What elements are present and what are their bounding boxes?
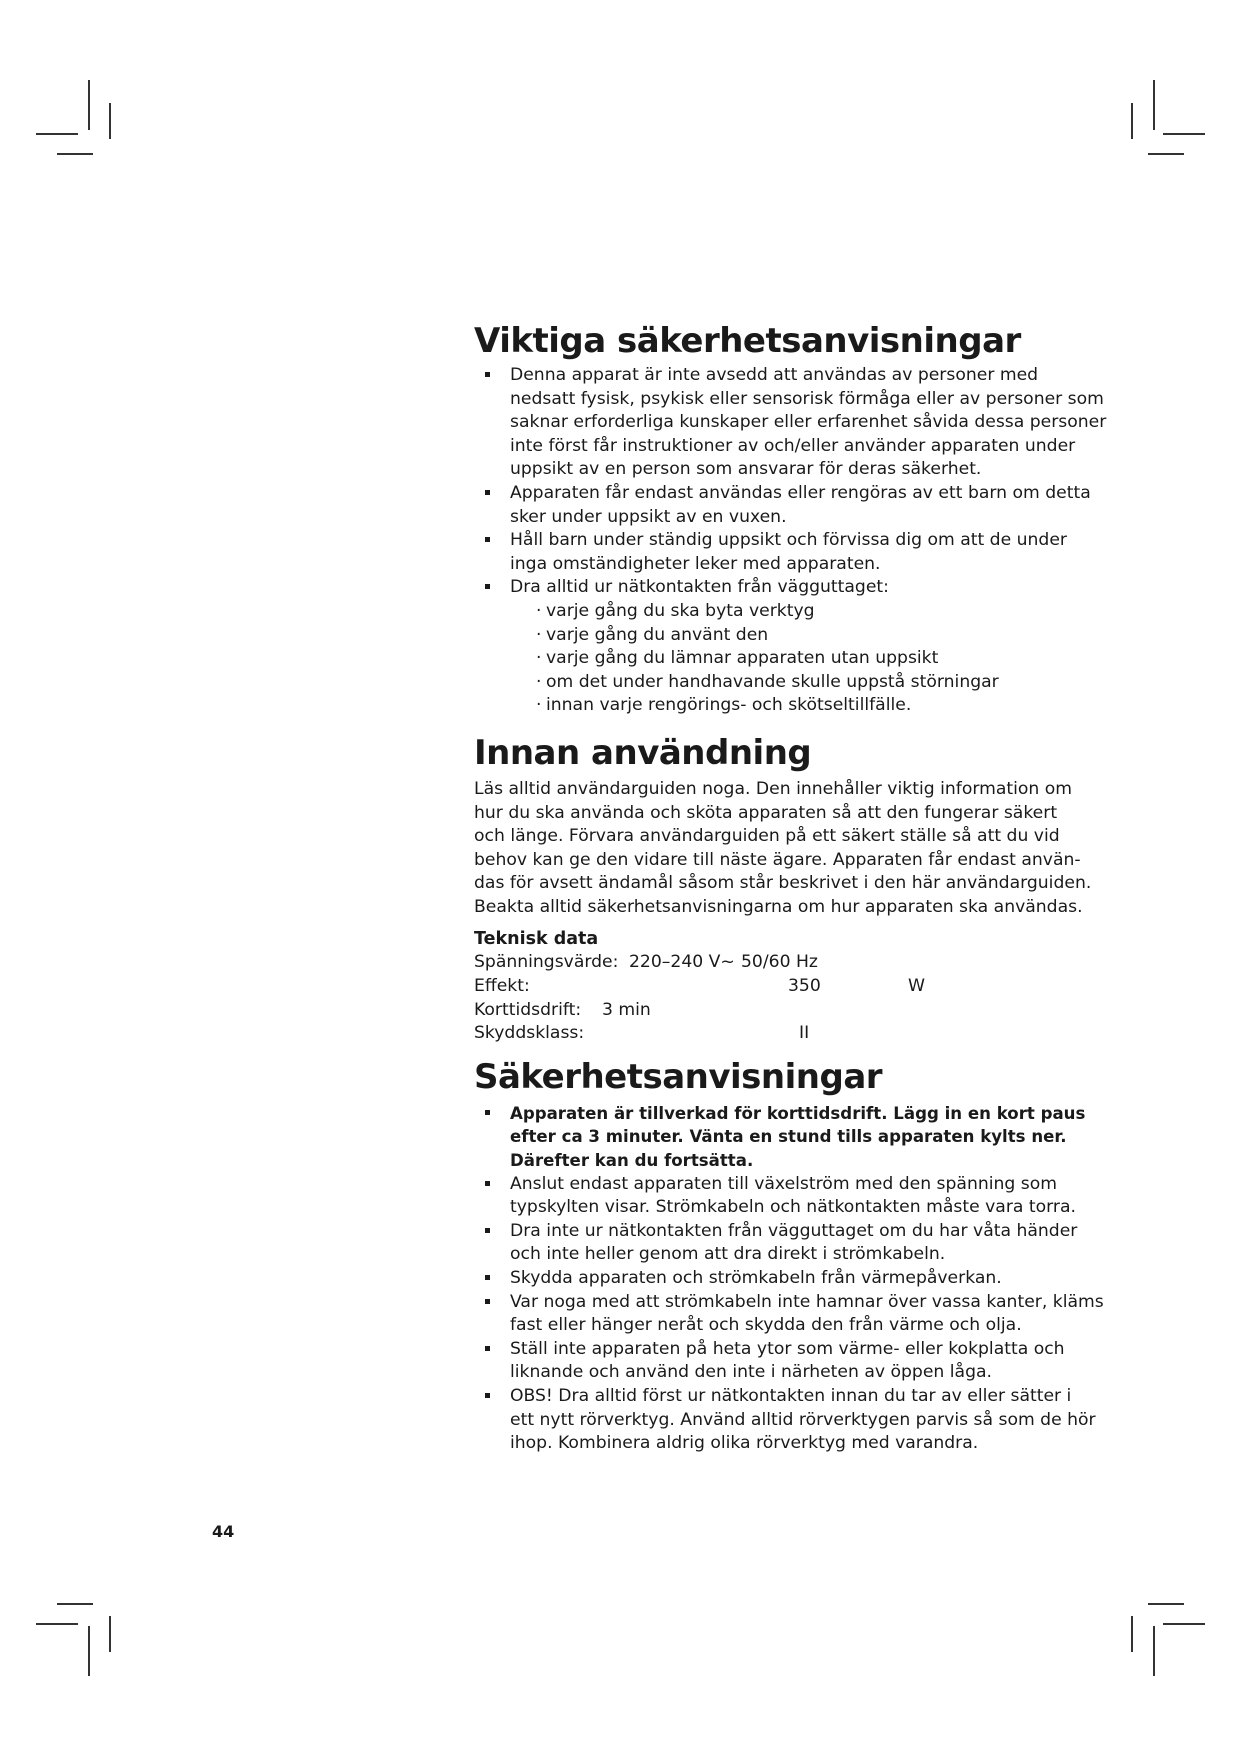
crop-mark xyxy=(1148,1603,1184,1605)
section-title-sakerhet: Säkerhetsanvisningar xyxy=(474,1056,883,1097)
line: inga omständigheter leker med apparaten. xyxy=(510,553,881,574)
line: Var noga med att strömkabeln inte hamnar över vassa kanter, kläms xyxy=(510,1291,1104,1312)
bullet-square-icon xyxy=(485,1275,490,1280)
crop-mark xyxy=(1131,1616,1133,1652)
sub-list-item xyxy=(474,671,1074,695)
dot-bullet-icon: · xyxy=(536,624,542,645)
list-item xyxy=(484,1220,1078,1267)
spec-label: Effekt: xyxy=(474,976,530,997)
sub-item-text: varje gång du använt den xyxy=(546,624,769,645)
line: nedsatt fysisk, psykisk eller sensorisk förmåga eller av personer som xyxy=(510,388,1104,409)
unplug-sub-list xyxy=(474,600,1074,718)
line: Beakta alltid säkerhetsanvisningarna om hur apparaten ska användas. xyxy=(474,896,1083,917)
bullet-square-icon xyxy=(485,1346,490,1351)
list-item xyxy=(484,1385,1096,1456)
bullet-square-icon xyxy=(485,1110,490,1115)
sakerhet-bullet-list xyxy=(474,1102,1104,1456)
line: saknar erforderliga kunskaper eller erfarenhet såvida dessa personer xyxy=(510,412,1107,433)
spec-extra: 50/60 Hz xyxy=(741,952,818,973)
bullet-square-icon xyxy=(485,1181,490,1186)
sub-list-item xyxy=(474,600,1074,624)
line: das för avsett ändamål såsom står beskrivet i den här användarguiden. xyxy=(474,873,1092,894)
teknisk-data-heading: Teknisk data xyxy=(474,929,599,950)
spec-label: Skyddsklass: xyxy=(474,1023,585,1044)
list-item xyxy=(484,1267,1074,1291)
line: och länge. Förvara användarguiden på ett säkert ställe så att du vid xyxy=(474,826,1060,847)
spec-value: 3 min xyxy=(602,999,651,1020)
list-item xyxy=(484,1173,1074,1220)
crop-mark xyxy=(109,1616,111,1652)
line: Dra alltid ur nätkontakten från vägguttaget: xyxy=(510,577,889,598)
crop-mark xyxy=(57,1603,93,1605)
line: Läs alltid användarguiden noga. Den innehåller viktig information om xyxy=(474,778,1073,799)
spec-row-duty xyxy=(474,999,1074,1023)
sub-list-item xyxy=(474,647,1074,671)
spec-row-power xyxy=(474,975,1074,999)
line: Anslut endast apparaten till växelström med den spänning som xyxy=(510,1173,1057,1194)
spec-value: II xyxy=(799,1023,810,1044)
line: ihop. Kombinera aldrig olika rörverktyg med varandra. xyxy=(510,1433,979,1454)
line: sker under uppsikt av en vuxen. xyxy=(510,506,787,527)
line: Ställ inte apparaten på heta ytor som värme- eller kokplatta och xyxy=(510,1338,1065,1359)
list-item xyxy=(484,1102,1086,1173)
line: Skydda apparaten och strömkabeln från värmepåverkan. xyxy=(510,1268,1002,1288)
list-item xyxy=(484,529,1074,576)
crop-mark xyxy=(57,153,93,155)
list-item xyxy=(484,364,1107,482)
sub-list-item xyxy=(474,624,1074,648)
line: Apparaten får endast användas eller rengöras av ett barn om detta xyxy=(510,482,1091,503)
crop-mark xyxy=(88,1626,90,1676)
bullet-square-icon xyxy=(485,584,490,589)
line: hur du ska använda och sköta apparaten så att den fungerar säkert xyxy=(474,802,1058,823)
sub-item-text: varje gång du lämnar apparaten utan uppsikt xyxy=(546,648,939,669)
line: OBS! Dra alltid först ur nätkontakten innan du tar av eller sätter i xyxy=(510,1385,1072,1406)
page-number: 44 xyxy=(212,1522,235,1541)
spec-label: Korttidsdrift: xyxy=(474,999,582,1020)
line: efter ca 3 minuter. Vänta en stund tills apparaten kylts ner. xyxy=(510,1127,1067,1147)
sub-item-text: om det under handhavande skulle uppstå störningar xyxy=(546,671,999,692)
line: liknande och använd den inte i närheten av öppen låga. xyxy=(510,1362,992,1383)
line: Apparaten är tillverkad för korttidsdrift. Lägg in en kort paus xyxy=(510,1103,1086,1123)
line: ett nytt rörverktyg. Använd alltid rörverktygen parvis så som de hör xyxy=(510,1409,1096,1430)
line: och inte heller genom att dra direkt i strömkabeln. xyxy=(510,1244,946,1265)
line: uppsikt av en person som ansvarar för deras säkerhet. xyxy=(510,459,982,480)
spec-unit: W xyxy=(908,976,925,997)
spec-row-class xyxy=(474,1022,1074,1046)
list-item xyxy=(484,1291,1104,1338)
line: inte först får instruktioner av och/eller använder apparaten under xyxy=(510,435,1076,456)
viktiga-bullet-list xyxy=(474,364,1107,600)
dot-bullet-icon: · xyxy=(536,600,542,621)
crop-mark xyxy=(36,1623,78,1625)
bullet-square-icon xyxy=(485,1228,490,1233)
spec-table xyxy=(474,951,1074,1045)
crop-mark xyxy=(1163,133,1205,135)
list-item xyxy=(484,482,1091,529)
line: Håll barn under ständig uppsikt och förvissa dig om att de under xyxy=(510,530,1067,551)
crop-mark xyxy=(88,80,90,130)
spec-value: 220–240 V~ xyxy=(629,952,735,973)
crop-mark xyxy=(109,103,111,139)
bullet-square-icon xyxy=(485,372,490,377)
crop-mark xyxy=(36,133,78,135)
bullet-square-icon xyxy=(485,537,490,542)
line: Dra inte ur nätkontakten från vägguttaget om du har våta händer xyxy=(510,1220,1078,1241)
spec-value: 350 xyxy=(788,976,821,997)
page-content xyxy=(474,318,1107,1456)
line: Därefter kan du fortsätta. xyxy=(510,1151,754,1171)
sub-list-item xyxy=(474,694,1074,718)
crop-mark xyxy=(1131,103,1133,139)
spec-row-voltage xyxy=(474,951,1074,975)
bullet-square-icon xyxy=(485,1299,490,1304)
bullet-square-icon xyxy=(485,1393,490,1398)
line: typskylten visar. Strömkabeln och nätkontakten måste vara torra. xyxy=(510,1197,1076,1218)
sub-item-text: innan varje rengörings- och skötseltillfälle. xyxy=(546,695,912,716)
crop-mark xyxy=(1153,80,1155,130)
list-item xyxy=(484,576,1074,600)
bullet-square-icon xyxy=(485,490,490,495)
section-title-innan: Innan användning xyxy=(474,732,812,773)
innan-paragraph xyxy=(474,778,1092,920)
line: behov kan ge den vidare till näste ägare. Apparaten får endast använ- xyxy=(474,849,1081,870)
dot-bullet-icon: · xyxy=(536,648,542,669)
dot-bullet-icon: · xyxy=(536,671,542,692)
list-item xyxy=(484,1338,1074,1385)
section-title-viktiga: Viktiga säkerhetsanvisningar xyxy=(474,321,1021,361)
crop-mark xyxy=(1153,1626,1155,1676)
sub-item-text: varje gång du ska byta verktyg xyxy=(546,600,815,621)
spec-label: Spänningsvärde: xyxy=(474,952,619,973)
crop-mark xyxy=(1163,1623,1205,1625)
line: Denna apparat är inte avsedd att användas av personer med xyxy=(510,365,1039,385)
crop-mark xyxy=(1148,153,1184,155)
line: fast eller hänger neråt och skydda den från värme och olja. xyxy=(510,1315,1022,1336)
dot-bullet-icon: · xyxy=(536,695,542,716)
